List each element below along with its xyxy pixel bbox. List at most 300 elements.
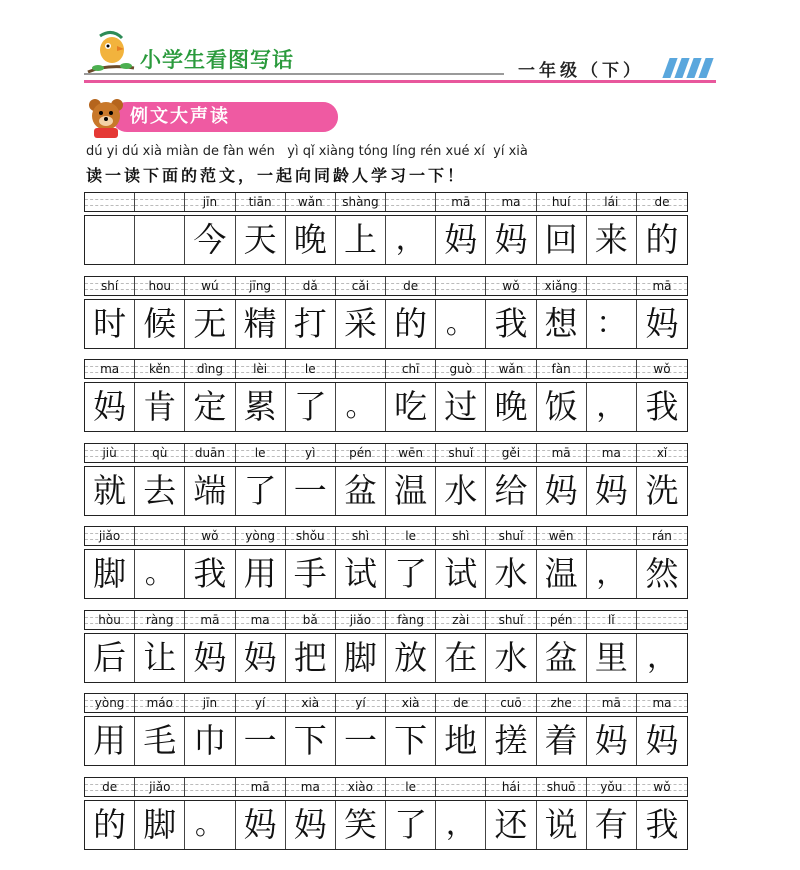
pinyin-text: shǒu [295, 529, 325, 543]
hanzi-cell: 脚 [85, 550, 135, 598]
pinyin-cell [386, 277, 436, 295]
hanzi-cell: 端 [185, 467, 235, 515]
pinyin-text: guò [449, 362, 473, 376]
pinyin-text: lèi [253, 362, 268, 376]
pinyin-text: mā [551, 445, 571, 460]
pinyin-cell [336, 444, 386, 462]
hanzi-band [84, 633, 688, 683]
pinyin-text: jīng [249, 278, 272, 293]
pinyin-cell [587, 527, 637, 545]
pinyin-text: yòng [94, 696, 125, 710]
hanzi-cell: 着 [537, 717, 587, 765]
punctuation-cell: 。 [185, 801, 235, 849]
pinyin-cell [386, 694, 436, 712]
pinyin-cell [286, 193, 336, 211]
pinyin-cell [486, 277, 536, 295]
pinyin-text: de [403, 278, 419, 293]
hanzi-cell: 脚 [336, 634, 386, 682]
hanzi-cell: 晚 [286, 216, 336, 264]
pinyin-cell [185, 193, 235, 211]
pinyin-text: xià [401, 696, 420, 710]
pinyin-text: shuǐ [448, 445, 474, 460]
punctuation-cell: ， [646, 639, 677, 675]
hanzi-cell: 回 [537, 216, 587, 264]
pinyin-cell [386, 611, 436, 629]
pinyin-cell [637, 611, 687, 629]
pinyin-text: le [405, 779, 416, 794]
hanzi-cell: 一 [236, 717, 286, 765]
hanzi-cell: 妈 [286, 801, 336, 849]
pinyin-cell [85, 778, 135, 796]
hanzi-cell: 了 [386, 550, 436, 598]
pinyin-cell [286, 277, 336, 295]
hanzi-cell: 水 [486, 634, 536, 682]
pinyin-text: dìng [196, 362, 224, 376]
hanzi-cell: 温 [386, 467, 436, 515]
decorative-stripes [662, 58, 716, 78]
pinyin-text: lǐ [607, 612, 615, 627]
hanzi-cell: 洗 [645, 470, 679, 510]
hanzi-cell: 试 [336, 550, 386, 598]
pinyin-cell [436, 277, 486, 295]
pinyin-text: mā [451, 195, 471, 209]
pinyin-text: cǎi [351, 278, 370, 293]
hanzi-cell: 水 [436, 467, 486, 515]
pinyin-cell [185, 277, 235, 295]
hanzi-cell: 的 [85, 801, 135, 849]
instruction-pinyin: dú yi dú xià miàn de fàn wén yì qǐ xiàng tóng líng rén xué xí yí xià [86, 144, 528, 159]
hanzi-cell: 把 [286, 634, 336, 682]
hanzi-cell: 温 [537, 550, 587, 598]
pinyin-cell [587, 778, 637, 796]
pinyin-cell [587, 611, 637, 629]
pinyin-text: shàng [342, 195, 379, 209]
pinyin-text: yòng [245, 529, 275, 543]
pinyin-text: wēn [548, 529, 574, 543]
pinyin-text: dǎ [302, 278, 318, 293]
pinyin-cell [135, 444, 185, 462]
pinyin-cell [135, 277, 185, 295]
pinyin-text: cuō [500, 696, 522, 710]
hanzi-cell: 用 [236, 550, 286, 598]
hanzi-cell [135, 216, 185, 264]
punctuation-cell: 。 [135, 550, 185, 598]
pinyin-cell [386, 360, 436, 378]
grade-label: 一年级（下） [518, 61, 644, 81]
pinyin-cell [236, 193, 286, 211]
pinyin-cell [135, 193, 185, 211]
pinyin-cell [336, 778, 386, 796]
pinyin-text: jiù [102, 445, 117, 460]
pinyin-text: zhe [550, 696, 572, 710]
hanzi-cell: 想 [537, 300, 587, 348]
hanzi-band [84, 382, 688, 432]
punctuation-cell: ， [587, 550, 637, 598]
pinyin-text: fàn [551, 362, 571, 376]
hanzi-cell: 毛 [135, 717, 185, 765]
pinyin-text: jiǎo [98, 529, 121, 543]
hanzi-cell: 妈 [236, 801, 286, 849]
pinyin-cell [386, 778, 436, 796]
pinyin-text: xiào [347, 779, 374, 794]
hanzi-cell: 妈 [85, 383, 135, 431]
pinyin-cell [637, 277, 687, 295]
pinyin-cell [336, 694, 386, 712]
pinyin-cell [436, 193, 486, 211]
hanzi-cell: 给 [486, 467, 536, 515]
pinyin-text: yǒu [600, 779, 623, 794]
hanzi-cell: 采 [336, 300, 386, 348]
pinyin-text: rán [652, 529, 672, 543]
hanzi-cell: 精 [236, 300, 286, 348]
hanzi-cell: 在 [436, 634, 486, 682]
hanzi-cell: 里 [587, 634, 637, 682]
hanzi-cell: 妈 [486, 216, 536, 264]
pinyin-cell [185, 611, 235, 629]
pinyin-cell [236, 444, 286, 462]
pinyin-cell [587, 277, 637, 295]
punctuation-cell: 。 [436, 300, 486, 348]
pinyin-text: wǒ [653, 362, 671, 376]
pinyin-band [84, 610, 688, 630]
hanzi-cell: 的 [645, 220, 679, 259]
pinyin-text: yí [254, 696, 266, 710]
hanzi-band [84, 215, 688, 265]
pinyin-cell [286, 527, 336, 545]
pinyin-text: xǐ [656, 445, 668, 460]
hanzi-cell: 让 [135, 634, 185, 682]
pinyin-band [84, 693, 688, 713]
pinyin-cell [637, 444, 687, 462]
pinyin-cell [486, 193, 536, 211]
hanzi-cell: 吃 [386, 383, 436, 431]
pinyin-cell [135, 527, 185, 545]
pinyin-text: jīn [202, 696, 218, 710]
pinyin-cell [286, 778, 336, 796]
pinyin-cell [537, 694, 587, 712]
pinyin-cell [135, 360, 185, 378]
pinyin-cell [286, 444, 336, 462]
bear-icon [86, 96, 126, 140]
pinyin-cell [486, 527, 536, 545]
pinyin-text: wǒ [502, 278, 520, 293]
pinyin-text: yì [305, 445, 316, 460]
pinyin-text: le [304, 362, 316, 376]
pinyin-cell [185, 778, 235, 796]
pinyin-cell [135, 778, 185, 796]
hanzi-cell: 放 [386, 634, 436, 682]
hanzi-cell: 地 [436, 717, 486, 765]
hanzi-cell: 试 [436, 550, 486, 598]
pinyin-text: mā [652, 278, 672, 293]
pinyin-cell [85, 527, 135, 545]
pinyin-cell [336, 611, 386, 629]
hanzi-cell: 一 [336, 717, 386, 765]
pinyin-cell [85, 360, 135, 378]
pinyin-cell [436, 527, 486, 545]
pinyin-text: pén [349, 445, 372, 460]
pinyin-cell [587, 360, 637, 378]
pinyin-text: xiǎng [544, 278, 578, 293]
pinyin-cell [537, 444, 587, 462]
pinyin-cell [336, 527, 386, 545]
hanzi-cell: 了 [386, 801, 436, 849]
pinyin-text: shuǐ [498, 529, 524, 543]
pinyin-text: mā [200, 612, 220, 627]
pinyin-text: ma [300, 779, 320, 794]
pinyin-cell [236, 694, 286, 712]
hanzi-cell: 去 [135, 467, 185, 515]
hanzi-cell: 妈 [236, 634, 286, 682]
hanzi-cell: 下 [286, 717, 336, 765]
hanzi-cell: 盆 [336, 467, 386, 515]
hanzi-cell: 的 [386, 300, 436, 348]
hanzi-cell: 盆 [537, 634, 587, 682]
pinyin-text: duān [194, 445, 226, 460]
pinyin-text: de [654, 195, 670, 209]
pinyin-text: tiān [248, 195, 272, 209]
hanzi-cell [85, 216, 135, 264]
pinyin-text: huí [551, 195, 571, 209]
pinyin-cell [236, 527, 286, 545]
punctuation-cell: ， [587, 383, 637, 431]
pinyin-text: shì [351, 529, 370, 543]
pinyin-text: jiǎo [349, 612, 372, 627]
punctuation-cell: ： [587, 300, 637, 348]
pinyin-cell [85, 611, 135, 629]
pinyin-text: yí [355, 696, 366, 710]
pinyin-text: jiǎo [149, 779, 171, 794]
pinyin-cell [185, 694, 235, 712]
pinyin-cell [236, 277, 286, 295]
pinyin-text: hòu [98, 612, 121, 627]
hanzi-band [84, 716, 688, 766]
pinyin-text: de [102, 779, 118, 794]
hanzi-cell: 饭 [537, 383, 587, 431]
hanzi-cell: 我 [486, 300, 536, 348]
pinyin-text: pén [549, 612, 573, 627]
book-title: 小学生看图写话 [140, 48, 294, 72]
pinyin-text: zài [452, 612, 470, 627]
hanzi-cell: 妈 [587, 717, 637, 765]
pinyin-text: ma [601, 445, 621, 460]
hanzi-cell: 妈 [537, 467, 587, 515]
pinyin-cell [486, 444, 536, 462]
pinyin-text: kěn [149, 362, 171, 376]
hanzi-cell: 来 [587, 216, 637, 264]
hanzi-cell: 无 [185, 300, 235, 348]
pinyin-cell [537, 277, 587, 295]
hanzi-cell: 定 [185, 383, 235, 431]
pinyin-text: bǎ [302, 612, 318, 627]
hanzi-cell: 说 [537, 801, 587, 849]
punctuation-cell: 。 [336, 383, 386, 431]
hanzi-cell: 妈 [185, 634, 235, 682]
hanzi-cell: 后 [85, 634, 135, 682]
pinyin-cell [436, 694, 486, 712]
hanzi-band [84, 466, 688, 516]
pinyin-band [84, 777, 688, 797]
pinyin-band [84, 359, 688, 379]
hanzi-cell: 妈 [645, 721, 679, 760]
bird-on-branch-icon [86, 28, 136, 78]
pinyin-cell [336, 193, 386, 211]
pinyin-text: hou [148, 278, 172, 293]
instruction-text: 读一读下面的范文，一起向同龄人学习一下！ [86, 166, 467, 185]
hanzi-cell: 肯 [135, 383, 185, 431]
hanzi-cell: 水 [486, 550, 536, 598]
hanzi-cell: 过 [436, 383, 486, 431]
pinyin-cell [436, 611, 486, 629]
pinyin-cell [486, 778, 536, 796]
hanzi-cell: 晚 [486, 383, 536, 431]
pinyin-text: ma [250, 612, 270, 627]
pinyin-cell [537, 611, 587, 629]
pinyin-cell [185, 527, 235, 545]
pinyin-band [84, 443, 688, 463]
pinyin-cell [537, 360, 587, 378]
pinyin-cell [436, 360, 486, 378]
pinyin-cell [85, 444, 135, 462]
punctuation-cell: ， [386, 216, 436, 264]
pinyin-cell [637, 694, 687, 712]
hanzi-cell: 今 [185, 216, 235, 264]
hanzi-cell: 天 [236, 216, 286, 264]
pinyin-text: wǎn [498, 362, 524, 376]
hanzi-cell: 用 [85, 717, 135, 765]
pinyin-text: le [254, 445, 266, 460]
pinyin-cell [336, 277, 386, 295]
pinyin-text: mā [250, 779, 270, 794]
hanzi-band [84, 800, 688, 850]
pinyin-text: qù [152, 445, 168, 460]
pinyin-cell [85, 277, 135, 295]
hanzi-cell: 时 [85, 300, 135, 348]
pinyin-cell [286, 611, 336, 629]
hanzi-cell: 搓 [486, 717, 536, 765]
pinyin-text: le [405, 529, 416, 543]
hanzi-cell: 我 [185, 550, 235, 598]
pinyin-cell [587, 193, 637, 211]
pinyin-cell [236, 360, 286, 378]
pinyin-text: shuǐ [498, 612, 524, 627]
pinyin-cell [135, 611, 185, 629]
pinyin-cell [436, 778, 486, 796]
hanzi-cell: 上 [336, 216, 386, 264]
pinyin-text: shí [100, 278, 119, 293]
hanzi-cell: 还 [486, 801, 536, 849]
pinyin-text: jīn [202, 195, 218, 209]
pinyin-text: wú [201, 278, 219, 293]
pinyin-cell [386, 444, 436, 462]
hanzi-cell: 打 [286, 300, 336, 348]
pinyin-cell [537, 527, 587, 545]
hanzi-cell: 了 [236, 467, 286, 515]
pinyin-text: hái [501, 779, 521, 794]
page-header [0, 0, 800, 90]
pinyin-cell [135, 694, 185, 712]
pinyin-text: wǎn [297, 195, 323, 209]
section-badge-label: 例文大声读 [112, 102, 338, 132]
hanzi-cell: 妈 [436, 216, 486, 264]
hanzi-band [84, 299, 688, 349]
hanzi-cell: 累 [236, 383, 286, 431]
pinyin-cell [185, 360, 235, 378]
pinyin-cell [587, 694, 637, 712]
pinyin-cell [286, 694, 336, 712]
pinyin-text: chī [401, 362, 420, 376]
hanzi-cell: 下 [386, 717, 436, 765]
pinyin-text: máo [146, 696, 173, 710]
hanzi-cell: 手 [286, 550, 336, 598]
pinyin-cell [185, 444, 235, 462]
hanzi-cell: 然 [645, 554, 679, 593]
pinyin-band [84, 192, 688, 212]
pinyin-cell [386, 527, 436, 545]
pinyin-cell [587, 444, 637, 462]
pinyin-cell [637, 360, 687, 378]
pinyin-text: shuō [546, 779, 576, 794]
hanzi-cell: 巾 [185, 717, 235, 765]
pinyin-text: wǒ [653, 779, 671, 794]
pinyin-text: gěi [501, 445, 521, 460]
pinyin-cell [486, 611, 536, 629]
pinyin-cell [637, 193, 687, 211]
hanzi-cell: 妈 [587, 467, 637, 515]
pinyin-cell [85, 694, 135, 712]
hanzi-cell: 妈 [645, 303, 679, 343]
hanzi-cell: 我 [645, 804, 679, 844]
pinyin-cell [486, 360, 536, 378]
pinyin-cell [537, 193, 587, 211]
hanzi-cell: 候 [135, 300, 185, 348]
hanzi-cell: 就 [85, 467, 135, 515]
pinyin-text: ma [100, 362, 120, 376]
punctuation-cell: ， [436, 801, 486, 849]
hanzi-cell: 有 [587, 801, 637, 849]
header-divider [84, 73, 504, 75]
pinyin-cell [537, 778, 587, 796]
pinyin-text: wǒ [201, 529, 219, 543]
pinyin-cell [486, 694, 536, 712]
pinyin-cell [436, 444, 486, 462]
hanzi-cell: 一 [286, 467, 336, 515]
hanzi-cell: 我 [645, 387, 679, 426]
pinyin-cell [85, 193, 135, 211]
pinyin-text: fàng [397, 612, 425, 627]
pinyin-band [84, 276, 688, 296]
pinyin-text: ma [652, 696, 672, 710]
pinyin-cell [236, 778, 286, 796]
hanzi-band [84, 549, 688, 599]
pinyin-text: de [453, 696, 469, 710]
pinyin-band [84, 526, 688, 546]
pinyin-cell [336, 360, 386, 378]
hanzi-cell: 笑 [336, 801, 386, 849]
pinyin-text: xià [301, 696, 320, 710]
pinyin-cell [236, 611, 286, 629]
pinyin-text: wēn [398, 445, 424, 460]
pinyin-text: mā [601, 696, 621, 710]
pinyin-cell [637, 778, 687, 796]
pinyin-cell [637, 527, 687, 545]
pinyin-cell [386, 193, 436, 211]
pinyin-cell [286, 360, 336, 378]
pinyin-text: ma [501, 195, 521, 209]
pinyin-text: lái [604, 195, 619, 209]
pinyin-text: shì [452, 529, 470, 543]
pinyin-text: ràng [146, 612, 174, 627]
